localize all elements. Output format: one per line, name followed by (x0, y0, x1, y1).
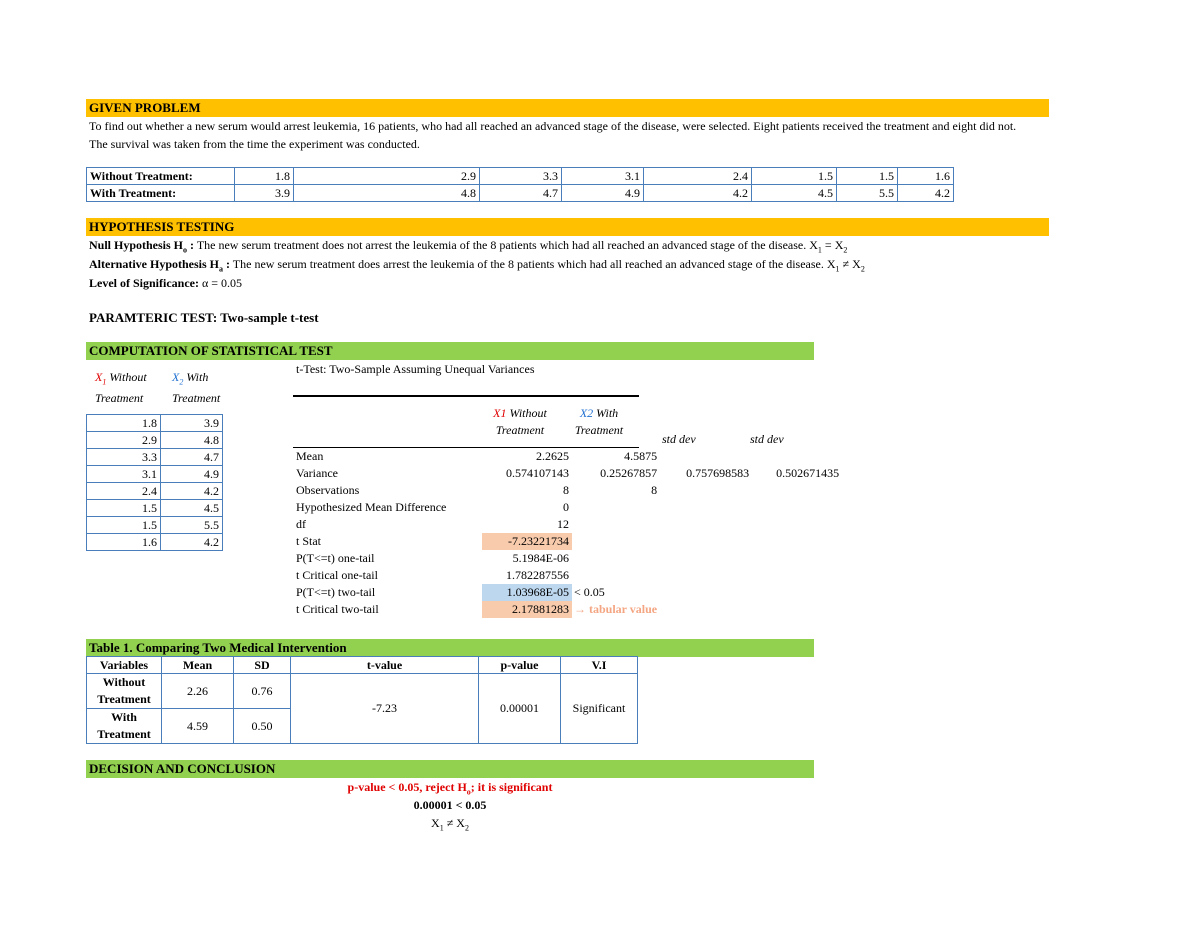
ttest-value-cell (660, 499, 752, 516)
table-row (87, 657, 638, 674)
x1-label: Without (109, 370, 147, 384)
ttest-row-label: P(T<=t) two-tail (296, 585, 376, 599)
table-row (87, 500, 223, 517)
decision-x1: X (431, 816, 440, 830)
ttest-value-cell: 0 (563, 500, 569, 514)
ttest-value-cell (660, 567, 752, 584)
data-cell: 4.9 (562, 185, 644, 202)
table-row (87, 168, 954, 185)
x2-value-cell: 4.5 (161, 500, 223, 517)
table-row (293, 567, 842, 584)
ttest-x2: X2 (579, 406, 594, 420)
ttest-value-cell (572, 499, 660, 516)
x1-value-cell: 1.5 (87, 500, 161, 517)
without-treatment-label: Without Treatment: (87, 168, 235, 185)
t-value-cell: -7.23 (291, 674, 479, 744)
alt-hypothesis-label: Alternative Hypothesis H (89, 257, 219, 271)
table-row (87, 466, 223, 483)
ttest-col2-header (562, 405, 636, 439)
table-row (293, 516, 842, 533)
data-cell: 2.4 (644, 168, 752, 185)
table1-header: Table 1. Comparing Two Medical Intervention (86, 639, 814, 657)
sub-two: 2 (860, 264, 865, 274)
sd-without: 0.76 (234, 674, 291, 709)
data-cell: 1.6 (898, 168, 954, 185)
ttest-value-cell (572, 550, 660, 567)
column-header: t-value (291, 657, 479, 674)
significance-threshold: < 0.05 (574, 585, 605, 599)
table-row (87, 185, 954, 202)
ttest-row-label: Observations (296, 483, 360, 497)
std-dev-label-1: std dev (662, 432, 696, 446)
ttest-value-cell (660, 601, 752, 618)
with-treatment-label: With Treatment: (87, 185, 235, 202)
sd-with: 0.50 (234, 709, 291, 744)
null-equals: = X (821, 238, 844, 252)
data-cell: 1.5 (752, 168, 837, 185)
sub-one: 1 (835, 264, 840, 274)
ttest-value-cell: 0.502671435 (776, 466, 840, 480)
null-hypothesis-label: Null Hypothesis H (89, 238, 184, 252)
table-row (87, 517, 223, 534)
ttest-value-cell (572, 516, 660, 533)
data-cell: 4.7 (480, 185, 562, 202)
x1-sub: 1 (102, 377, 107, 387)
alt-hypothesis-text: The new serum treatment does arrest the leukemia of the 8 patients which had all reached an advanced stage of the disease. X (230, 257, 836, 271)
ttest-value-cell: 1.782287556 (506, 568, 569, 582)
x1-value-cell: 3.1 (87, 466, 161, 483)
variable-with (87, 709, 162, 744)
tabular-value-note: → tabular value (574, 602, 658, 616)
table-row (87, 415, 223, 432)
x1-column-label (95, 369, 165, 407)
x2-symbol: X (172, 370, 180, 384)
ttest-value-cell (752, 601, 842, 618)
table-row (293, 533, 842, 550)
ttest-value-cell (572, 567, 660, 584)
x2-label-2: Treatment (172, 391, 221, 406)
decision-header: DECISION AND CONCLUSION (86, 760, 814, 778)
ttest-value-cell (660, 448, 752, 465)
data-cell: 4.8 (294, 185, 480, 202)
table-row (293, 465, 842, 482)
alt-sub: a (219, 264, 223, 274)
table-row (293, 584, 842, 601)
table-row (87, 449, 223, 466)
ttest-value-cell (660, 533, 752, 550)
variable-with-1: With (111, 710, 137, 724)
ttest-value-cell: 0.25267857 (600, 466, 658, 480)
los-value: α = 0.05 (198, 276, 243, 290)
ttest-value-cell (660, 482, 752, 499)
x2-column-label (172, 369, 242, 407)
computation-data-table (86, 414, 223, 551)
data-cell: 1.5 (837, 168, 898, 185)
x2-value-cell: 4.7 (161, 449, 223, 466)
alt-colon: : (223, 257, 230, 271)
computation-header: COMPUTATION OF STATISTICAL TEST (86, 342, 814, 360)
ttest-value-cell (752, 584, 842, 601)
decision-text-a: p-value < 0.05, reject H (347, 780, 467, 794)
ttest-row-label: Variance (296, 466, 338, 480)
ttest-value-cell: 2.2625 (536, 449, 569, 463)
ttest-row-label: t Critical one-tail (296, 568, 378, 582)
x1-value-cell: 1.6 (87, 534, 161, 551)
x2-value-cell: 4.2 (161, 483, 223, 500)
ttest-value-cell: 2.17881283 (482, 601, 572, 618)
data-cell: 4.2 (644, 185, 752, 202)
decision-neq: ≠ X (443, 816, 465, 830)
hypothesis-header: HYPOTHESIS TESTING (86, 218, 1049, 236)
decision-x1-sub: 1 (439, 823, 444, 833)
null-colon: : (187, 238, 195, 252)
null-sub: o (183, 245, 188, 255)
decision-line-2: 0.00001 < 0.05 (413, 798, 487, 812)
ttest-value-cell: 12 (557, 517, 569, 531)
variable-without-2: Treatment (97, 692, 151, 706)
column-header: V.I (561, 657, 638, 674)
data-cell: 4.2 (898, 185, 954, 202)
los-label: Level of Significance: (89, 276, 199, 290)
ttest-value-cell (572, 533, 660, 550)
decision-x2-sub: 2 (464, 823, 469, 833)
vi-cell: Significant (561, 674, 638, 744)
ttest-value-cell (752, 482, 842, 499)
decision-text-b: ; it is significant (470, 780, 553, 794)
ttest-row-label: Hypothesized Mean Difference (296, 500, 447, 514)
data-cell: 3.9 (235, 185, 294, 202)
given-data-table (86, 167, 954, 202)
ttest-value-cell: 8 (651, 483, 658, 497)
parametric-test-title: PARAMTERIC TEST: Two-sample t-test (89, 310, 319, 325)
column-header: p-value (479, 657, 561, 674)
ttest-value-cell (752, 567, 842, 584)
ttest-value-cell: 5.1984E-06 (512, 551, 569, 565)
ttest-x2-label: With (593, 406, 619, 420)
decision-line-3 (300, 815, 600, 836)
ttest-col1-header (478, 405, 562, 439)
data-cell: 1.8 (235, 168, 294, 185)
ttest-top-rule (293, 395, 639, 397)
decision-sub: o (466, 787, 471, 797)
level-of-significance (89, 275, 242, 292)
ttest-table (293, 448, 842, 618)
x2-value-cell: 3.9 (161, 415, 223, 432)
table-row (87, 483, 223, 500)
data-cell: 4.5 (752, 185, 837, 202)
ttest-value-cell: 0.757698583 (686, 466, 750, 480)
ttest-x2-label-2: Treatment (574, 423, 624, 437)
x1-value-cell: 2.4 (87, 483, 161, 500)
x1-label-2: Treatment (95, 391, 144, 406)
mean-with: 4.59 (162, 709, 234, 744)
table-row (87, 674, 638, 709)
ttest-value-cell (660, 516, 752, 533)
ttest-value-cell: 0.574107143 (506, 466, 569, 480)
table-row (293, 448, 842, 465)
ttest-value-cell (752, 448, 842, 465)
table-row (293, 482, 842, 499)
data-cell: 3.3 (480, 168, 562, 185)
x2-value-cell: 5.5 (161, 517, 223, 534)
table-row (293, 550, 842, 567)
ttest-value-cell (660, 550, 752, 567)
sub-one: 1 (817, 245, 822, 255)
column-header: SD (234, 657, 291, 674)
ttest-title: t-Test: Two-Sample Assuming Unequal Variances (296, 362, 535, 376)
ttest-x1: X1 (493, 406, 507, 420)
data-cell: 5.5 (837, 185, 898, 202)
ttest-value-cell (752, 550, 842, 567)
x1-value-cell: 2.9 (87, 432, 161, 449)
variable-without (87, 674, 162, 709)
ttest-row-label: df (296, 517, 306, 531)
x1-value-cell: 3.3 (87, 449, 161, 466)
ttest-value-cell (660, 584, 752, 601)
ttest-value-cell (752, 533, 842, 550)
table-row (293, 601, 842, 618)
null-hypothesis-text: The new serum treatment does not arrest the leukemia of the 8 patients which had all reached an advanced stage of the disease. X (194, 238, 818, 252)
ttest-value-cell (752, 516, 842, 533)
data-cell: 2.9 (294, 168, 480, 185)
x2-sub: 2 (179, 377, 184, 387)
alt-not-equal: ≠ X (839, 257, 861, 271)
x2-label: With (186, 370, 209, 384)
x1-value-cell: 1.8 (87, 415, 161, 432)
ttest-value-cell (752, 499, 842, 516)
table-row (87, 534, 223, 551)
table-row (87, 432, 223, 449)
column-header: Variables (87, 657, 162, 674)
ttest-x1-label-2: Treatment (495, 423, 545, 437)
table-row (293, 499, 842, 516)
p-value-cell: 0.00001 (479, 674, 561, 744)
data-cell: 3.1 (562, 168, 644, 185)
ttest-row-label: t Stat (296, 534, 322, 548)
x1-symbol: X (95, 370, 103, 384)
ttest-value-cell: 8 (563, 483, 569, 497)
ttest-row-label: P(T<=t) one-tail (296, 551, 375, 565)
comparison-table (86, 656, 638, 744)
x2-value-cell: 4.9 (161, 466, 223, 483)
ttest-row-label: t Critical two-tail (296, 602, 379, 616)
variable-without-1: Without (102, 675, 146, 689)
variable-with-2: Treatment (97, 727, 151, 741)
sub-two: 2 (843, 245, 848, 255)
std-dev-label-2: std dev (750, 432, 784, 446)
x2-value-cell: 4.8 (161, 432, 223, 449)
ttest-value-cell: 4.5875 (624, 449, 658, 463)
ttest-x1-label: Without (506, 406, 547, 420)
ttest-row-label: Mean (296, 449, 324, 463)
ttest-value-cell: 1.03968E-05 (482, 584, 572, 601)
ttest-value-cell: -7.23221734 (482, 533, 572, 550)
given-problem-header: GIVEN PROBLEM (86, 99, 1049, 117)
x1-value-cell: 1.5 (87, 517, 161, 534)
given-problem-text: To find out whether a new serum would arrest leukemia, 16 patients, who had all reached an advanced stage of the disease, were selected. Eight patients received the treatment and eight did not. The survival was taken from the time the experiment was conducted. (89, 119, 1017, 151)
x2-value-cell: 4.2 (161, 534, 223, 551)
column-header: Mean (162, 657, 234, 674)
mean-without: 2.26 (162, 674, 234, 709)
